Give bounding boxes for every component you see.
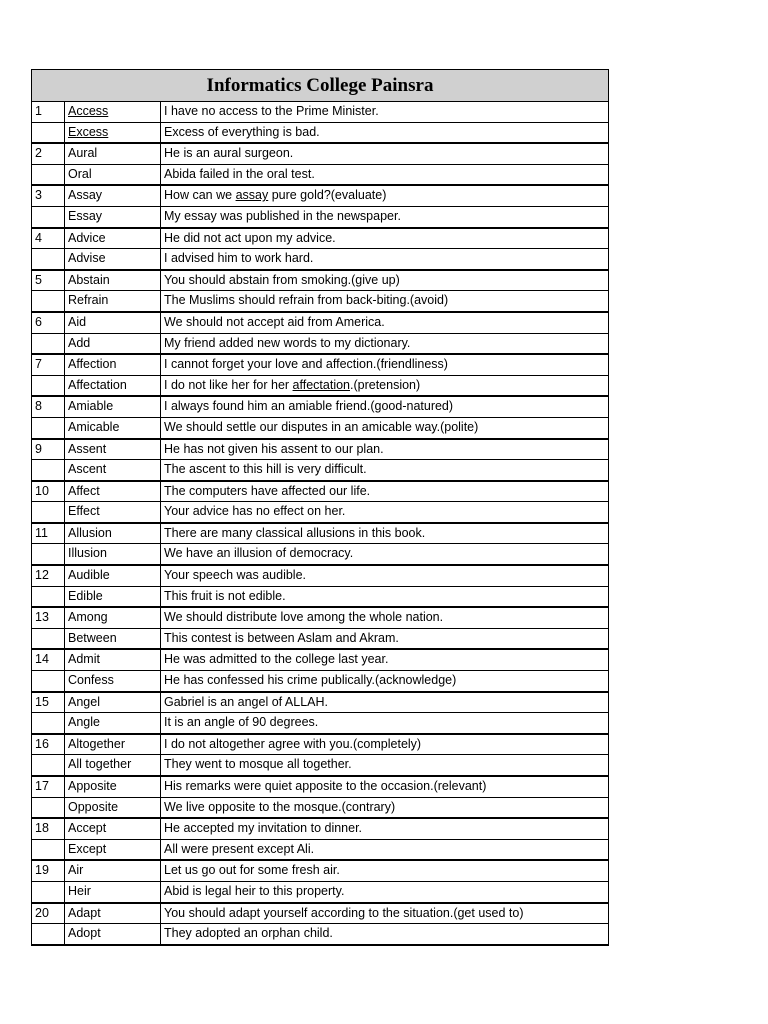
word-cell: Allusion [65,523,161,544]
sentence-cell: I have no access to the Prime Minister. [161,102,609,123]
pair-number [32,713,65,734]
sentence-cell: He accepted my invitation to dinner. [161,818,609,839]
word-cell: Aural [65,143,161,164]
pair-number: 2 [32,143,65,164]
word-cell: Opposite [65,797,161,818]
pair-number: 4 [32,228,65,249]
table-row [32,333,609,354]
sentence-cell: We should settle our disputes in an amicable way.(polite) [161,417,609,438]
table-row [32,122,609,143]
word-cell: Edible [65,586,161,607]
table-row [32,523,609,544]
word-cell: Affectation [65,375,161,396]
sentence-cell: I advised him to work hard. [161,249,609,270]
word-cell: Effect [65,502,161,523]
table-row [32,797,609,818]
word-cell: Admit [65,649,161,670]
word-cell: Audible [65,565,161,586]
word-cell: Adapt [65,903,161,924]
sentence-text: pure gold?(evaluate) [268,188,387,203]
pair-number [32,122,65,143]
table-row [32,102,609,123]
sentence-cell: We should not accept aid from America. [161,312,609,333]
sentence-cell: Your advice has no effect on her. [161,502,609,523]
sentence-cell: He has not given his assent to our plan. [161,439,609,460]
table-row [32,565,609,586]
sentence-cell [161,185,609,206]
word-cell: Angle [65,713,161,734]
pair-number: 8 [32,396,65,417]
table-row [32,439,609,460]
sentence-cell: The computers have affected our life. [161,481,609,502]
pair-number [32,291,65,312]
word-cell: Excess [65,122,161,143]
pair-number [32,671,65,692]
pair-number: 15 [32,692,65,713]
pair-number [32,881,65,902]
pair-number [32,502,65,523]
table-row [32,270,609,291]
sentence-cell: My essay was published in the newspaper. [161,206,609,227]
pair-number [32,544,65,565]
sentence-cell: Abida failed in the oral test. [161,164,609,185]
sentence-cell: He did not act upon my advice. [161,228,609,249]
sentence-cell [161,375,609,396]
sentence-cell: Let us go out for some fresh air. [161,860,609,881]
word-cell: Among [65,607,161,628]
word-cell: Affection [65,354,161,375]
sentence-cell: The Muslims should refrain from back-biting.(avoid) [161,291,609,312]
pair-number: 10 [32,481,65,502]
pair-number: 9 [32,439,65,460]
sentence-cell: We should distribute love among the whole nation. [161,607,609,628]
word-cell: Affect [65,481,161,502]
table-row [32,143,609,164]
sentence-cell: I always found him an amiable friend.(good-natured) [161,396,609,417]
sentence-cell: His remarks were quiet apposite to the occasion.(relevant) [161,776,609,797]
word-cell: Abstain [65,270,161,291]
sentence-cell: This fruit is not edible. [161,586,609,607]
sentence-cell: He has confessed his crime publically.(acknowledge) [161,671,609,692]
word-cell: Illusion [65,544,161,565]
table-row [32,839,609,860]
word-cell: Advise [65,249,161,270]
sentence-cell: You should abstain from smoking.(give up) [161,270,609,291]
pair-number: 17 [32,776,65,797]
pair-number [32,586,65,607]
table-row [32,164,609,185]
pair-number [32,797,65,818]
pair-number [32,460,65,481]
pair-number [32,249,65,270]
word-cell: Advice [65,228,161,249]
sentence-cell: They adopted an orphan child. [161,924,609,945]
pair-number: 16 [32,734,65,755]
word-cell: Access [65,102,161,123]
word-cell: Accept [65,818,161,839]
table-row [32,628,609,649]
word-cell: Angel [65,692,161,713]
word-cell: Adopt [65,924,161,945]
sentence-cell: We live opposite to the mosque.(contrary) [161,797,609,818]
word-cell: Heir [65,881,161,902]
page-title: Informatics College Painsra [32,70,609,102]
pair-number: 18 [32,818,65,839]
sentence-cell: He is an aural surgeon. [161,143,609,164]
word-cell: Aid [65,312,161,333]
pair-number: 11 [32,523,65,544]
pair-number: 20 [32,903,65,924]
word-cell: Confess [65,671,161,692]
sentence-text: How can we [164,188,236,203]
table-row [32,354,609,375]
table-row [32,396,609,417]
pair-number: 3 [32,185,65,206]
table-row [32,481,609,502]
sentence-cell: Excess of everything is bad. [161,122,609,143]
word-cell: Altogether [65,734,161,755]
pair-number: 14 [32,649,65,670]
table-row [32,312,609,333]
word-cell: Ascent [65,460,161,481]
word-cell: Essay [65,206,161,227]
sentence-cell: I cannot forget your love and affection.(friendliness) [161,354,609,375]
table-row [32,249,609,270]
table-row [32,903,609,924]
sentence-cell: My friend added new words to my dictionary. [161,333,609,354]
table-row [32,860,609,881]
pair-number [32,755,65,776]
pair-number [32,628,65,649]
table-row [32,755,609,776]
sentence-cell: There are many classical allusions in this book. [161,523,609,544]
sentence-text: .(pretension) [350,377,421,392]
sentence-cell: It is an angle of 90 degrees. [161,713,609,734]
sentence-cell: He was admitted to the college last year. [161,649,609,670]
sentence-text: I do not like her for her [164,377,293,392]
sentence-cell: All were present except Ali. [161,839,609,860]
word-cell: Assent [65,439,161,460]
word-cell: All together [65,755,161,776]
sentence-cell: Your speech was audible. [161,565,609,586]
pair-number [32,333,65,354]
pair-number: 13 [32,607,65,628]
sentence-cell: I do not altogether agree with you.(completely) [161,734,609,755]
pair-number [32,206,65,227]
pair-number [32,924,65,945]
table-row [32,924,609,945]
sentence-cell: They went to mosque all together. [161,755,609,776]
table-row [32,460,609,481]
table-row [32,881,609,902]
pair-number: 1 [32,102,65,123]
table-row [32,671,609,692]
table-row [32,818,609,839]
word-cell: Add [65,333,161,354]
table-row [32,417,609,438]
table-row [32,776,609,797]
word-cell: Apposite [65,776,161,797]
pair-number: 7 [32,354,65,375]
table-row [32,228,609,249]
sentence-cell: This contest is between Aslam and Akram. [161,628,609,649]
word-cell: Amicable [65,417,161,438]
table-row [32,713,609,734]
table-row [32,185,609,206]
pair-number [32,839,65,860]
word-cell: Assay [65,185,161,206]
table-row [32,734,609,755]
pair-number: 19 [32,860,65,881]
sentence-cell: Gabriel is an angel of ALLAH. [161,692,609,713]
table-row [32,291,609,312]
word-pairs-table [31,69,609,946]
table-row [32,544,609,565]
word-cell: Between [65,628,161,649]
table-row [32,206,609,227]
table-body [32,102,609,945]
underlined-word: affectation [292,377,350,392]
sentence-cell: The ascent to this hill is very difficult. [161,460,609,481]
word-cell: Amiable [65,396,161,417]
table-row [32,692,609,713]
table-row [32,586,609,607]
word-cell: Except [65,839,161,860]
pair-number: 6 [32,312,65,333]
word-cell: Oral [65,164,161,185]
pair-number [32,417,65,438]
table-row [32,607,609,628]
table-row [32,502,609,523]
table-row [32,649,609,670]
pair-number [32,375,65,396]
sentence-cell: We have an illusion of democracy. [161,544,609,565]
pair-number: 12 [32,565,65,586]
underlined-word: assay [235,188,269,203]
sentence-cell: You should adapt yourself according to the situation.(get used to) [161,903,609,924]
word-cell: Air [65,860,161,881]
word-cell: Refrain [65,291,161,312]
pair-number: 5 [32,270,65,291]
title-row [32,70,609,102]
sentence-cell: Abid is legal heir to this property. [161,881,609,902]
table-row [32,375,609,396]
pair-number [32,164,65,185]
